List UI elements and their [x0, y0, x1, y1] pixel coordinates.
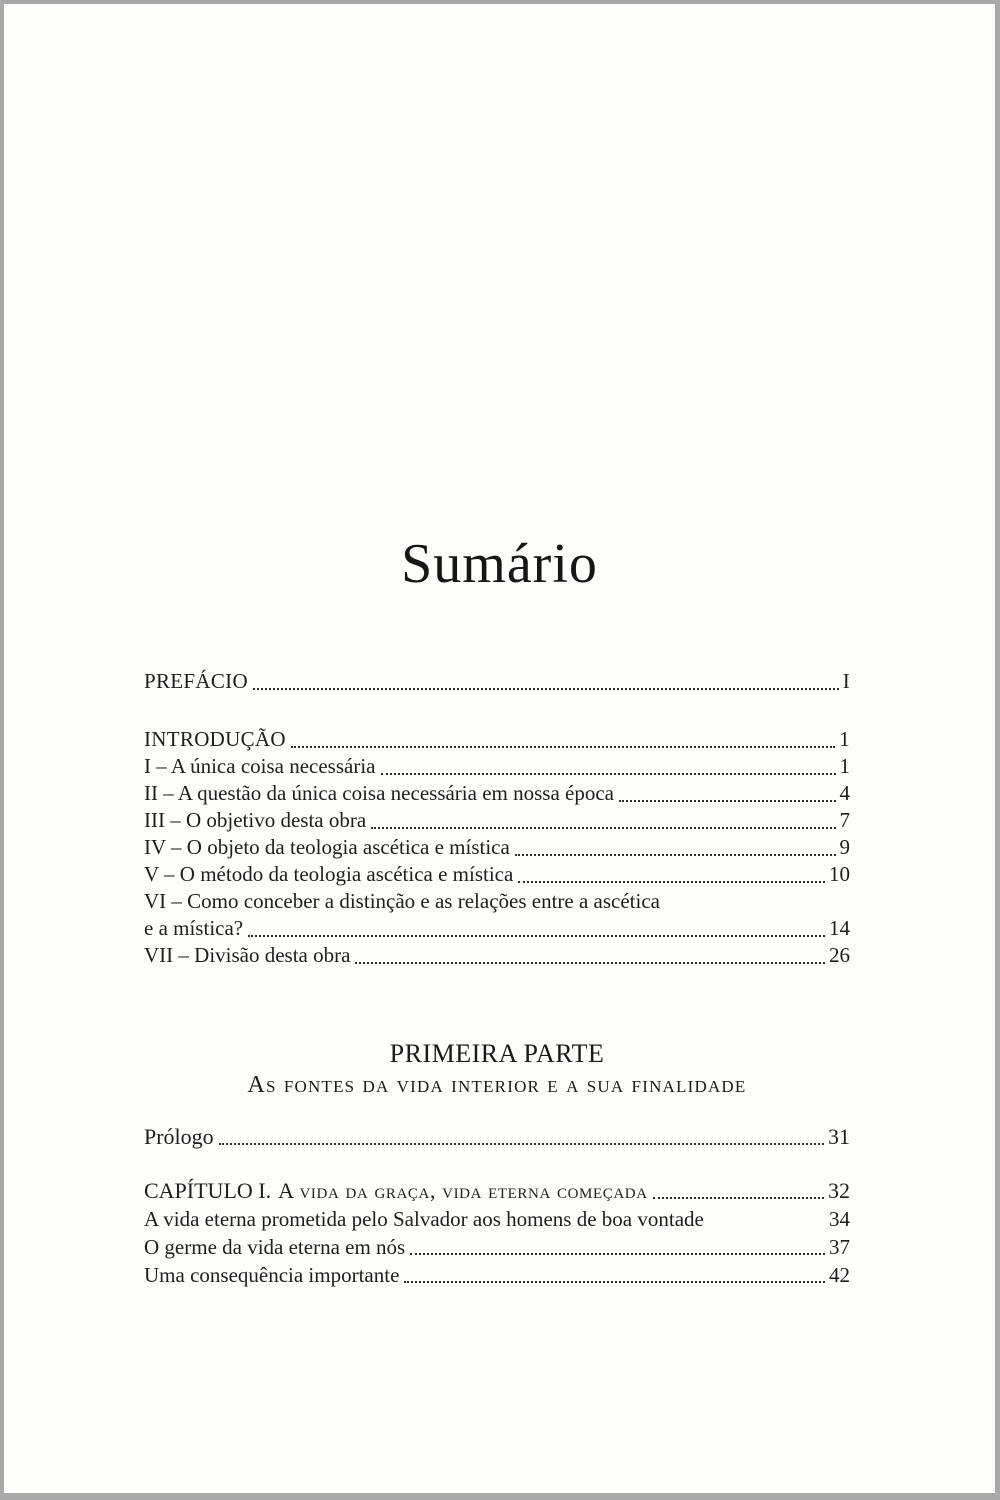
dot-leader — [653, 1197, 824, 1199]
table-of-contents — [4, 668, 995, 1289]
toc-label: Uma consequência importante — [144, 1263, 400, 1287]
toc-page-number: 7 — [839, 808, 850, 832]
toc-row-intro-6-line1 — [144, 888, 850, 915]
toc-label: INTRODUÇÃO — [144, 727, 286, 751]
toc-label: III – O objetivo desta obra — [144, 808, 367, 832]
dot-leader — [515, 854, 836, 856]
dot-leader — [410, 1253, 825, 1255]
toc-row-intro-7 — [144, 942, 850, 969]
toc-label: VI – Como conceber a distinção e as relações entre a ascética — [144, 889, 660, 913]
toc-page-number: 42 — [829, 1263, 850, 1287]
part-subheading: As fontes da vida interior e a sua finalidade — [247, 1072, 747, 1098]
toc-page-number: 10 — [829, 862, 850, 886]
toc-label: O germe da vida eterna em nós — [144, 1235, 406, 1259]
dot-leader — [253, 688, 839, 690]
toc-label: A vida eterna prometida pelo Salvador aos homens de boa vontade — [144, 1207, 704, 1231]
toc-row-intro-4 — [144, 834, 850, 861]
toc-label: I – A única coisa necessária — [144, 754, 376, 778]
toc-page-number: 37 — [829, 1235, 850, 1259]
toc-label: VII – Divisão desta obra — [144, 943, 351, 967]
chapter-title-smallcaps: A vida da graça, vida eterna começada — [278, 1178, 648, 1203]
toc-row-intro-1 — [144, 753, 850, 780]
toc-page-number: 32 — [828, 1178, 850, 1203]
dot-leader — [404, 1281, 825, 1283]
toc-page-number: 14 — [829, 916, 850, 940]
page-title: Sumário — [401, 533, 598, 595]
dot-leader — [619, 800, 836, 802]
toc-label: Prólogo — [144, 1124, 214, 1149]
dot-leader — [248, 935, 825, 937]
toc-row-capitulo-1 — [144, 1177, 850, 1205]
toc-row-cap1-1 — [144, 1205, 850, 1233]
dot-leader — [291, 746, 835, 748]
toc-label: V – O método da teologia ascética e mística — [144, 862, 514, 886]
chapter-prefix: CAPÍTULO I. — [144, 1178, 272, 1203]
dot-leader — [371, 827, 835, 829]
toc-page-number: I — [842, 669, 850, 693]
dot-leader — [355, 962, 825, 964]
toc-row-cap1-2 — [144, 1233, 850, 1261]
toc-row-prefacio — [144, 668, 850, 695]
toc-row-intro-5 — [144, 861, 850, 888]
toc-label: IV – O objeto da teologia ascética e mística — [144, 835, 510, 859]
toc-page-number: 34 — [829, 1207, 850, 1231]
toc-page-number: 4 — [839, 781, 850, 805]
toc-page-number: 31 — [828, 1124, 850, 1149]
toc-label: PREFÁCIO — [144, 669, 248, 693]
toc-page-number: 26 — [829, 943, 850, 967]
dot-leader — [219, 1143, 824, 1145]
toc-label: II – A questão da única coisa necessária em nossa época — [144, 781, 614, 805]
dot-leader — [381, 773, 836, 775]
toc-row-prologo — [144, 1123, 850, 1151]
toc-page-number: 1 — [839, 754, 850, 778]
toc-row-introducao — [144, 726, 850, 753]
toc-row-intro-2 — [144, 780, 850, 807]
toc-page-number: 1 — [839, 727, 850, 751]
toc-label-continuation: e a mística? — [144, 916, 244, 940]
toc-row-intro-6-line2 — [144, 915, 850, 942]
part-heading: PRIMEIRA PARTE — [389, 1039, 605, 1068]
book-page — [4, 4, 995, 1493]
toc-label — [144, 1177, 648, 1205]
toc-row-cap1-3 — [144, 1261, 850, 1289]
toc-page-number: 9 — [839, 835, 850, 859]
dot-leader — [518, 881, 825, 883]
toc-row-intro-3 — [144, 807, 850, 834]
